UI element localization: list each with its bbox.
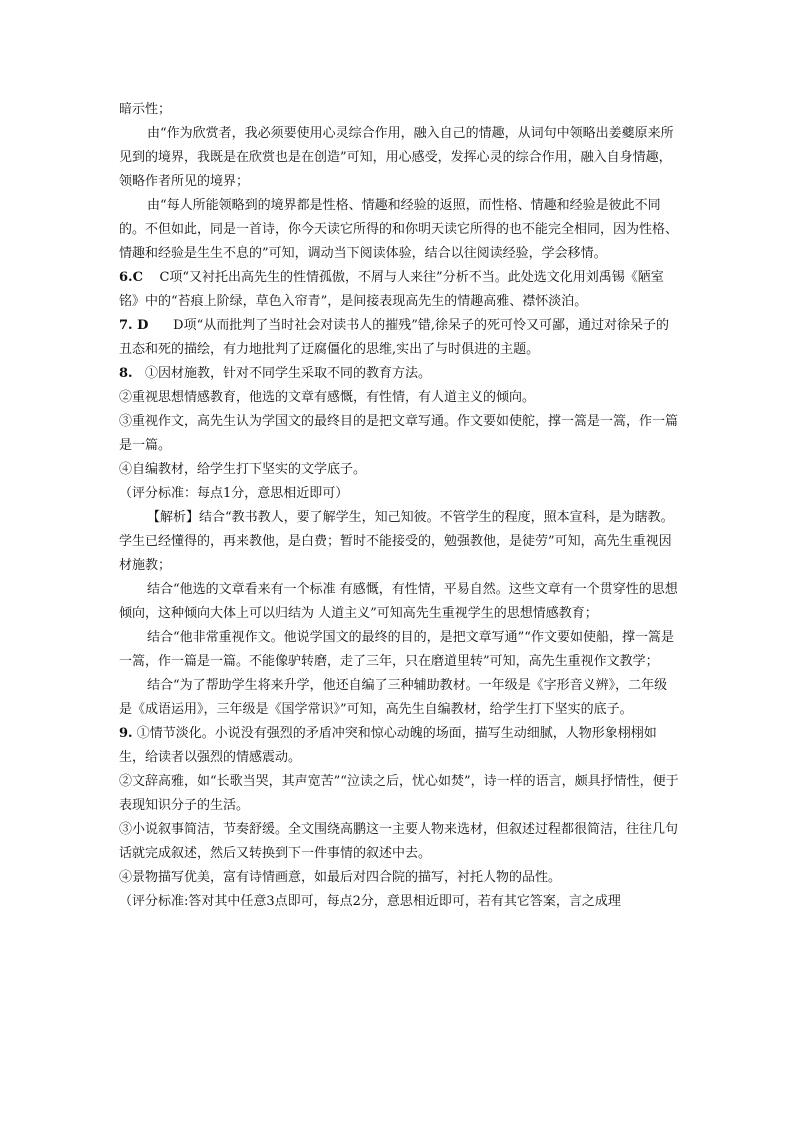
analysis-tag: 【解析】 [147,510,200,525]
answer-page [119,98,679,914]
answer-7 [119,314,679,362]
question-number: 7. D [119,318,149,333]
text-line: 暗示性； [119,102,172,117]
answer-9-point-3: ③小说叙事简洁，节奏舒缓。全文围绕高鹏这一主要人物来选材，但叙述过程都很简洁，往往几句话就完成叙述，然后又转换到下一件事情的叙述中去。 [119,822,679,861]
analysis-paragraph: 结合“他选的文章看来有一个标准 有感慨，有性情，平易自然。这些文章有一个贯穿性的思想倾向，这种倾向大体上可以归结为 人道主义”可知高先生重视学生的思想情感教育； [119,582,678,621]
answer-text: C项“又衬托出高先生的性情孤傲，不屑与人来往”分析不当。此处选文化用刘禹锡《陋室铭》中的“苔痕上阶绿，草色入帘青”，是间接表现高先生的情趣高雅、襟怀淡泊。 [119,270,664,309]
answer-8-point-3: ③重视作文，高先生认为学国文的最终目的是把文章写通。作文要如使舵，撑一篙是一篙，作一篇是一篇。 [119,414,679,453]
analysis-paragraph: 结合“为了帮助学生将来升学，他还自编了三种辅助教材。一年级是《字形音义辨》，二年级是《成语运用》，三年级是《国学常识》”可知，高先生自编教材，给学生打下坚实的底子。 [119,678,668,717]
question-number: 6.C [119,270,143,285]
analysis-paragraph: 结合“他非常重视作文。他说学国文的最终的目的，是把文章写通”“作文要如使船，撑一篙是一篙，作一篇是一篇。不能像驴转磨，走了三年，只在磨道里转”可知，高先生重视作文教学； [119,630,674,669]
question-number: 9. [119,726,133,741]
answer-text: ①因材施教，针对不同学生采取不同的教育方法。 [144,366,431,381]
answer-text: D项“从而批判了当时社会对读书人的摧残”错,徐呆子的死可怜又可鄙，通过对徐呆子的丑态和死的描绘，有力地批判了迂腐僵化的思维,实出了与时俱进的主题。 [119,318,670,357]
answer-text: ①情节淡化。小说没有强烈的矛盾冲突和惊心动魄的场面，描写生动细腻，人物形象栩栩如生，给读者以强烈的情感震动。 [119,726,657,765]
answer-8-point-2: ②重视思想情感教育，他选的文章有感慨，有性情，有人道主义的倾向。 [119,390,536,405]
answer-6 [119,266,679,314]
analysis-text: 结合“教书教人，要了解学生，知己知彼。不管学生的程度，照本宣科，是为瞎教。学生已经懂得的，再来教他，是白费；暂时不能接受的，勉强教他，是徒劳”可知，高先生重视因材施教； [119,510,674,573]
scoring-criteria: （评分标准:答对其中任意3点即可，每点2分，意思相近即可，若有其它答案，言之成理 [119,894,621,909]
paragraph: 由“作为欣赏者，我必须要使用心灵综合作用，融入自己的情趣，从词句中领略出姜夔原来所见到的境界，我既是在欣赏也是在创造”可知，用心感受，发挥心灵的综合作用，融入自身情趣，领略作者所见的境界； [119,126,674,189]
answer-9-point-4: ④景物描写优美，富有诗情画意，如最后对四合院的描写，衬托人物的品性。 [119,870,562,885]
answer-9-point-1 [119,722,679,770]
scoring-criteria: （评分标准：每点1分，意思相近即可） [119,486,349,501]
answer-9-point-2: ②文辞高雅，如“长歌当哭，其声宽苦”“泣读之后，忧心如焚”，诗一样的语言，颇具抒情性，便于表现知识分子的生活。 [119,774,679,813]
analysis-paragraph [119,506,679,578]
answer-8-point-4: ④自编教材，给学生打下坚实的文学底子。 [119,462,367,477]
question-number: 8. [119,366,133,381]
answer-8-point-1 [119,362,679,386]
paragraph: 由“每人所能领略到的境界都是性格、情趣和经验的返照，而性格、情趣和经验是彼此不同的。不但如此，同是一首诗，你今天读它所得的和你明天读它所得的也不能完全相同，因为性格、情趣和经验是生生不息的”可知，调动当下阅读体验，结合以往阅读经验，学会移情。 [119,198,679,261]
